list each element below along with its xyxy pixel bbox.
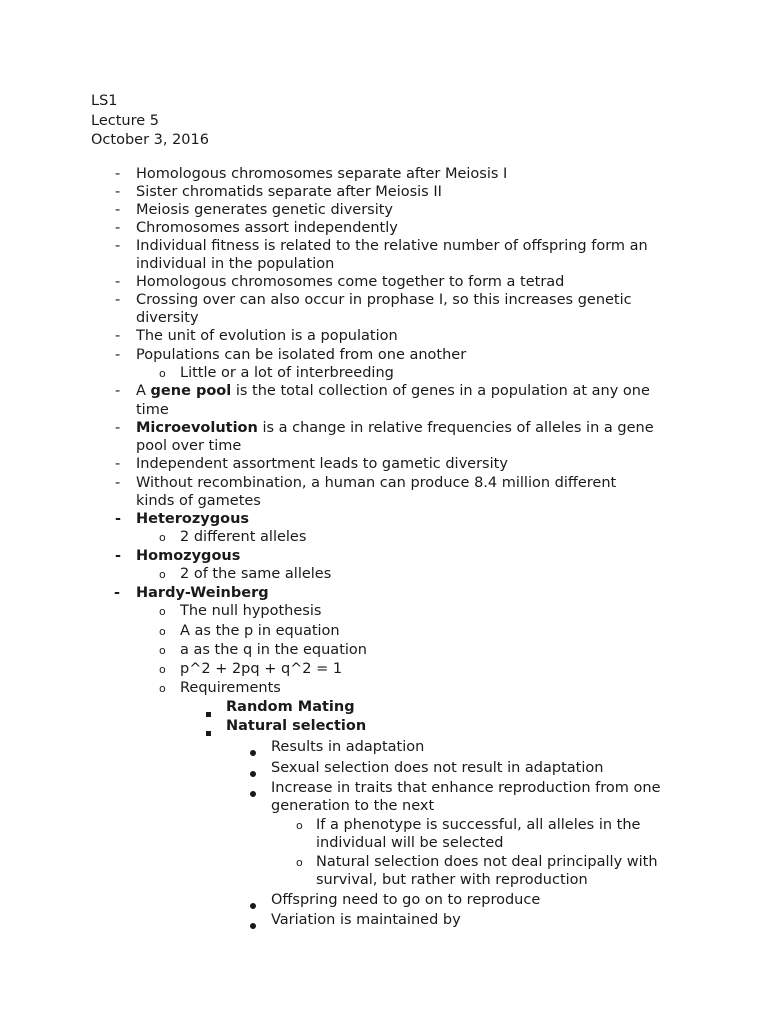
note-subitem: A as the p in equation [180, 623, 340, 639]
dash-bullet: - [115, 166, 121, 182]
dash-bullet: - [115, 383, 121, 399]
note-subitem: Offspring need to go on to reproduce [271, 892, 541, 908]
note-subitem: 2 of the same alleles [180, 566, 332, 582]
dash-bullet: - [115, 548, 122, 564]
note-subitem: Requirements [180, 680, 281, 696]
note-item: Homologous chromosomes separate after Meiosis I [136, 166, 508, 182]
circle-bullet: o [159, 367, 166, 380]
note-item-continued: time [136, 402, 169, 418]
note-subitem: Increase in traits that enhance reproduction from one [271, 780, 661, 796]
circle-bullet: o [159, 568, 166, 581]
disc-bullet [250, 784, 256, 802]
note-item: Crossing over can also occur in prophase I, so this increases genetic [136, 292, 632, 308]
note-subitem: 2 different alleles [180, 529, 307, 545]
note-subitem: Sexual selection does not result in adaptation [271, 760, 604, 776]
dash-bullet: - [115, 475, 121, 491]
dash-bullet: - [115, 202, 121, 218]
dash-bullet: - [115, 420, 121, 436]
note-subitem: Little or a lot of interbreeding [180, 365, 394, 381]
note-subitem: If a phenotype is successful, all alleles in the [316, 817, 641, 833]
dash-bullet: - [115, 328, 121, 344]
requirement-natural-selection: Natural selection [226, 718, 367, 734]
note-item [136, 419, 654, 437]
note-subitem: Variation is maintained by [271, 912, 461, 928]
heading-homozygous: Homozygous [136, 548, 241, 564]
dash-bullet: - [115, 238, 121, 254]
dash-bullet: - [115, 511, 122, 527]
document-header [91, 92, 209, 151]
circle-bullet: o [159, 531, 166, 544]
note-item: Populations can be isolated from one another [136, 347, 467, 363]
circle-bullet: o [159, 625, 166, 638]
circle-bullet: o [159, 682, 166, 695]
note-subitem: The null hypothesis [180, 603, 322, 619]
dash-bullet: - [115, 220, 121, 236]
square-bullet [206, 704, 211, 722]
note-item: Meiosis generates genetic diversity [136, 202, 394, 218]
circle-bullet: o [159, 605, 166, 618]
note-item: The unit of evolution is a population [136, 328, 398, 344]
text-span: is the total collection of genes in a population at any one [231, 383, 650, 399]
circle-bullet: o [296, 856, 303, 869]
note-subitem: a as the q in the equation [180, 642, 367, 658]
dash-bullet: - [115, 184, 121, 200]
note-item-continued: individual in the population [136, 256, 335, 272]
heading-hardy-weinberg: Hardy-Weinberg [136, 585, 269, 601]
disc-bullet [250, 764, 256, 782]
square-bullet [206, 723, 211, 741]
note-item: Independent assortment leads to gametic diversity [136, 456, 508, 472]
key-term-microevolution: Microevolution [136, 420, 258, 436]
disc-bullet [250, 916, 256, 934]
dash-bullet: - [115, 347, 121, 363]
circle-bullet: o [159, 644, 166, 657]
note-subitem: Results in adaptation [271, 739, 425, 755]
text-span: is a change in relative frequencies of alleles in a gene [257, 420, 654, 436]
text-span: A [136, 383, 151, 399]
circle-bullet: o [296, 819, 303, 832]
heading-heterozygous: Heterozygous [136, 511, 250, 527]
note-item: Sister chromatids separate after Meiosis II [136, 184, 442, 200]
note-item: Homologous chromosomes come together to form a tetrad [136, 274, 565, 290]
note-subitem: p^2 + 2pq + q^2 = 1 [180, 661, 343, 677]
note-subitem: Natural selection does not deal principally with [316, 854, 658, 870]
lecture-date: October 3, 2016 [91, 132, 209, 148]
note-item [136, 382, 650, 400]
key-term-gene-pool: gene pool [150, 383, 232, 399]
note-item-continued: diversity [136, 310, 199, 326]
note-item: Without recombination, a human can produce 8.4 million different [136, 475, 617, 491]
dash-bullet: - [115, 456, 121, 472]
note-item-continued: kinds of gametes [136, 493, 261, 509]
course-title: LS1 [91, 93, 118, 109]
dash-bullet: - [115, 292, 121, 308]
note-subitem-continued: survival, but rather with reproduction [316, 872, 588, 888]
lecture-number: Lecture 5 [91, 112, 159, 129]
circle-bullet: o [159, 663, 166, 676]
disc-bullet [250, 896, 256, 914]
dash-bullet: - [115, 274, 121, 290]
note-item: Chromosomes assort independently [136, 220, 398, 236]
disc-bullet [250, 743, 256, 761]
requirement-random-mating: Random Mating [226, 699, 355, 715]
note-subitem-continued: individual will be selected [316, 835, 504, 851]
dash-bullet: - [114, 585, 121, 601]
note-item: Individual fitness is related to the relative number of offspring form an [136, 238, 648, 254]
note-item-continued: pool over time [136, 438, 242, 454]
note-subitem-continued: generation to the next [271, 798, 435, 814]
